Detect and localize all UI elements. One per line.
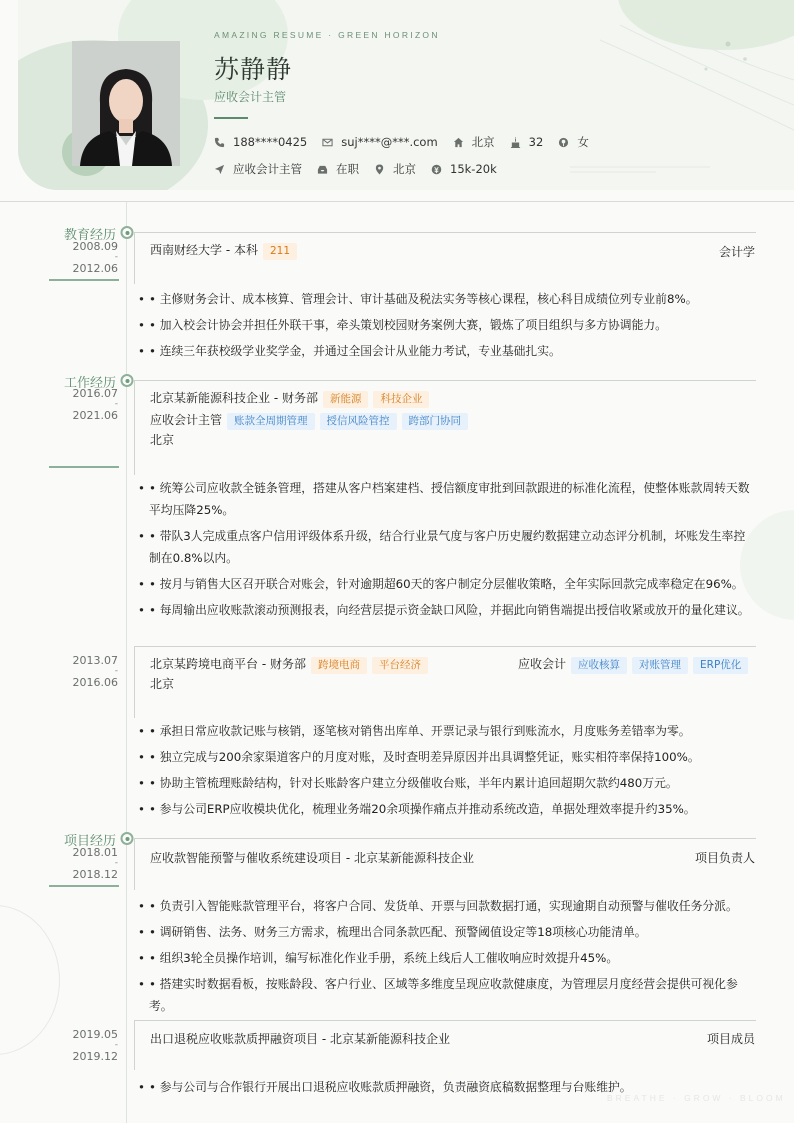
- list-item: • • 搭建实时数据看板，按账龄段、客户行业、区域等多维度呈现应收款健康度，为管理层月度经营会提供可视化参考。: [138, 973, 755, 1017]
- target-city: [374, 161, 416, 177]
- date-start: 2016.07: [72, 387, 118, 400]
- contact-age: [510, 135, 544, 149]
- project-name: 应收款智能预警与催收系统建设项目 - 北京某新能源科技企业: [150, 851, 474, 865]
- skill-tag: 应收核算: [571, 657, 627, 674]
- date-range: 2013.07 - 2016.06: [72, 654, 118, 689]
- phone-text: 188****0425: [233, 135, 308, 149]
- inbox-icon: [317, 164, 328, 175]
- list-item: • • 参与公司与合作银行开展出口退税应收账款质押融资，负责融资底稿数据整理与台账维护。: [138, 1076, 755, 1098]
- list-item: • • 按月与销售大区召开联合对账会，针对逾期超60天的客户制定分层催收策略，全年实际回款完成率稳定在96%。: [138, 573, 755, 595]
- date-start: 2013.07: [72, 654, 118, 667]
- company-tag: 科技企业: [373, 391, 429, 408]
- skill-tag: ERP优化: [693, 657, 748, 674]
- phone-icon: [214, 137, 225, 148]
- job-title: 应收会计主管: [214, 90, 287, 104]
- entry-divider: [134, 1020, 756, 1021]
- money-icon: [431, 164, 442, 175]
- position-row: [150, 411, 468, 430]
- contact-home: [453, 134, 495, 150]
- list-item: • • 组织3轮全员操作培训，编写标准化作业手册，系统上线后人工催收响应时效提升45%。: [138, 947, 755, 969]
- target-position: [214, 161, 302, 177]
- timeline-node: [121, 832, 134, 845]
- entry-vline: [134, 232, 135, 284]
- target-position-text: 应收会计主管: [233, 162, 302, 176]
- employment-status: [317, 161, 359, 177]
- gender-icon: [558, 137, 569, 148]
- section-title-projects: 项目经历: [63, 834, 116, 849]
- contact-row: [214, 134, 604, 150]
- timeline-node: [121, 374, 134, 387]
- list-item: • • 统筹公司应收款全链条管理，搭建从客户档案建档、授信额度审批到回款跟进的标准化流程，使整体账款周转天数平均压降25%。: [138, 477, 755, 521]
- location-icon: [374, 164, 385, 175]
- expected-salary: [431, 162, 497, 176]
- list-item: • • 参与公司ERP应收模块优化，梳理业务端20余项操作痛点并推动系统改造，单据处理效率提升约35%。: [138, 798, 755, 820]
- entry-vline: [134, 380, 135, 475]
- decorative-lines: [560, 20, 794, 180]
- project-role: 项目成员: [706, 1032, 755, 1046]
- expected-salary-text: 15k-20k: [450, 162, 497, 176]
- company-row: [150, 389, 429, 408]
- candidate-name: 苏静静: [214, 55, 293, 84]
- project-bullets: [138, 895, 755, 1021]
- email-text: suj****@***.com: [341, 135, 438, 149]
- date-range: 2018.01 - 2018.12: [72, 846, 118, 881]
- skill-tag: 授信风险管控: [320, 413, 397, 430]
- header-divider: [0, 201, 794, 202]
- skill-tag: 账款全周期管理: [227, 413, 315, 430]
- entry-vline: [134, 1020, 135, 1070]
- list-item: • • 协助主管梳理账龄结构，针对长账龄客户建立分级催收台账，半年内累计追回超期欠款约480万元。: [138, 772, 755, 794]
- date-start: 2008.09: [72, 240, 118, 253]
- list-item: • • 加入校会计协会并担任外联干事，牵头策划校园财务案例大赛，锻炼了项目组织与多方协调能力。: [138, 314, 755, 336]
- work-bullets: [138, 720, 755, 824]
- employment-status-text: 在职: [336, 162, 359, 176]
- section-bar: [49, 466, 119, 468]
- company-tag: 跨境电商: [311, 657, 367, 674]
- date-range: 2016.07 - 2021.06: [72, 387, 118, 422]
- company-name: 北京某新能源科技企业 - 财务部: [150, 391, 318, 405]
- school-name: 西南财经大学 - 本科: [150, 243, 258, 257]
- project-name: 出口退税应收账款质押融资项目 - 北京某新能源科技企业: [150, 1032, 450, 1046]
- brand-line: AMAZING RESUME · GREEN HORIZON: [214, 30, 440, 40]
- date-range: 2008.09 - 2012.06: [72, 240, 118, 275]
- home-text: 北京: [471, 135, 495, 149]
- home-icon: [453, 137, 464, 148]
- list-item: • • 独立完成与200余家渠道客户的月度对账，及时查明差异原因并出具调整凭证，账实相符率保持100%。: [138, 746, 755, 768]
- contact-phone: [214, 135, 307, 149]
- send-icon: [214, 164, 225, 175]
- target-city-text: 北京: [393, 162, 416, 176]
- position-name: 应收会计: [518, 657, 567, 671]
- contact-email: [322, 135, 437, 149]
- company-name: 北京某跨境电商平台 - 财务部: [150, 657, 306, 671]
- mail-icon: [322, 137, 333, 148]
- work-bullets: [138, 477, 755, 625]
- skill-tag: 跨部门协同: [402, 413, 469, 430]
- skill-tag: 对账管理: [632, 657, 688, 674]
- list-item: • • 调研销售、法务、财务三方需求，梳理出合同条款匹配、预警阈值设定等18项核心功能清单。: [138, 921, 755, 943]
- date-end: 2021.06: [72, 409, 118, 422]
- company-row: [150, 655, 428, 674]
- status-row: [214, 161, 512, 177]
- entry-divider: [134, 380, 756, 381]
- list-item: • • 连续三年获校级学业奖学金，并通过全国会计从业能力考试，专业基础扎实。: [138, 340, 755, 362]
- entry-divider: [134, 646, 756, 647]
- section-title-work: 工作经历: [63, 376, 116, 391]
- section-bar: [49, 279, 119, 281]
- list-item: • • 主修财务会计、成本核算、管理会计、审计基础及税法实务等核心课程，核心科目成绩位列专业前8%。: [138, 288, 755, 310]
- work-city: 北京: [150, 677, 175, 691]
- cake-icon: [510, 137, 521, 148]
- project-role: 项目负责人: [694, 851, 755, 865]
- list-item: • • 带队3人完成重点客户信用评级体系升级，结合行业景气度与客户历史履约数据建立动态评分机制，坏账发生率控制在0.8%以内。: [138, 525, 755, 569]
- date-end: 2019.12: [72, 1050, 118, 1063]
- age-text: 32: [528, 135, 544, 149]
- date-start: 2019.05: [72, 1028, 118, 1041]
- section-bar: [49, 885, 119, 887]
- school-tag: 211: [263, 243, 297, 260]
- timeline-axis: [126, 202, 127, 1123]
- entry-divider: [134, 838, 756, 839]
- entry-divider: [134, 232, 756, 233]
- entry-vline: [134, 838, 135, 890]
- contact-gender: [558, 134, 589, 150]
- school-row: [150, 241, 297, 260]
- entry-vline: [134, 646, 135, 718]
- date-range: 2019.05 - 2019.12: [72, 1028, 118, 1063]
- company-tag: 新能源: [323, 391, 369, 408]
- title-underline: [214, 117, 248, 119]
- date-end: 2018.12: [72, 868, 118, 881]
- work-city: 北京: [150, 433, 175, 447]
- position-row: [518, 655, 748, 674]
- section-title-education: 教育经历: [63, 228, 116, 243]
- position-name: 应收会计主管: [150, 413, 223, 427]
- footer-motto: BREATHE · GROW · BLOOM: [607, 1093, 786, 1103]
- company-tag: 平台经济: [372, 657, 428, 674]
- avatar: [72, 41, 180, 166]
- major: 会计学: [718, 245, 755, 259]
- list-item: • • 负责引入智能账款管理平台，将客户合同、发货单、开票与回款数据打通，实现逾期自动预警与催收任务分派。: [138, 895, 755, 917]
- date-end: 2016.06: [72, 676, 118, 689]
- gender-text: 女: [577, 135, 589, 149]
- timeline-node: [121, 226, 134, 239]
- date-end: 2012.06: [72, 262, 118, 275]
- list-item: • • 每周输出应收账款滚动预测报表，向经营层提示资金缺口风险，并据此向销售端提出授信收紧或放开的量化建议。: [138, 599, 755, 621]
- list-item: • • 承担日常应收款记账与核销，逐笔核对销售出库单、开票记录与银行到账流水，月度账务差错率为零。: [138, 720, 755, 742]
- education-bullets: [138, 288, 755, 366]
- date-start: 2018.01: [72, 846, 118, 859]
